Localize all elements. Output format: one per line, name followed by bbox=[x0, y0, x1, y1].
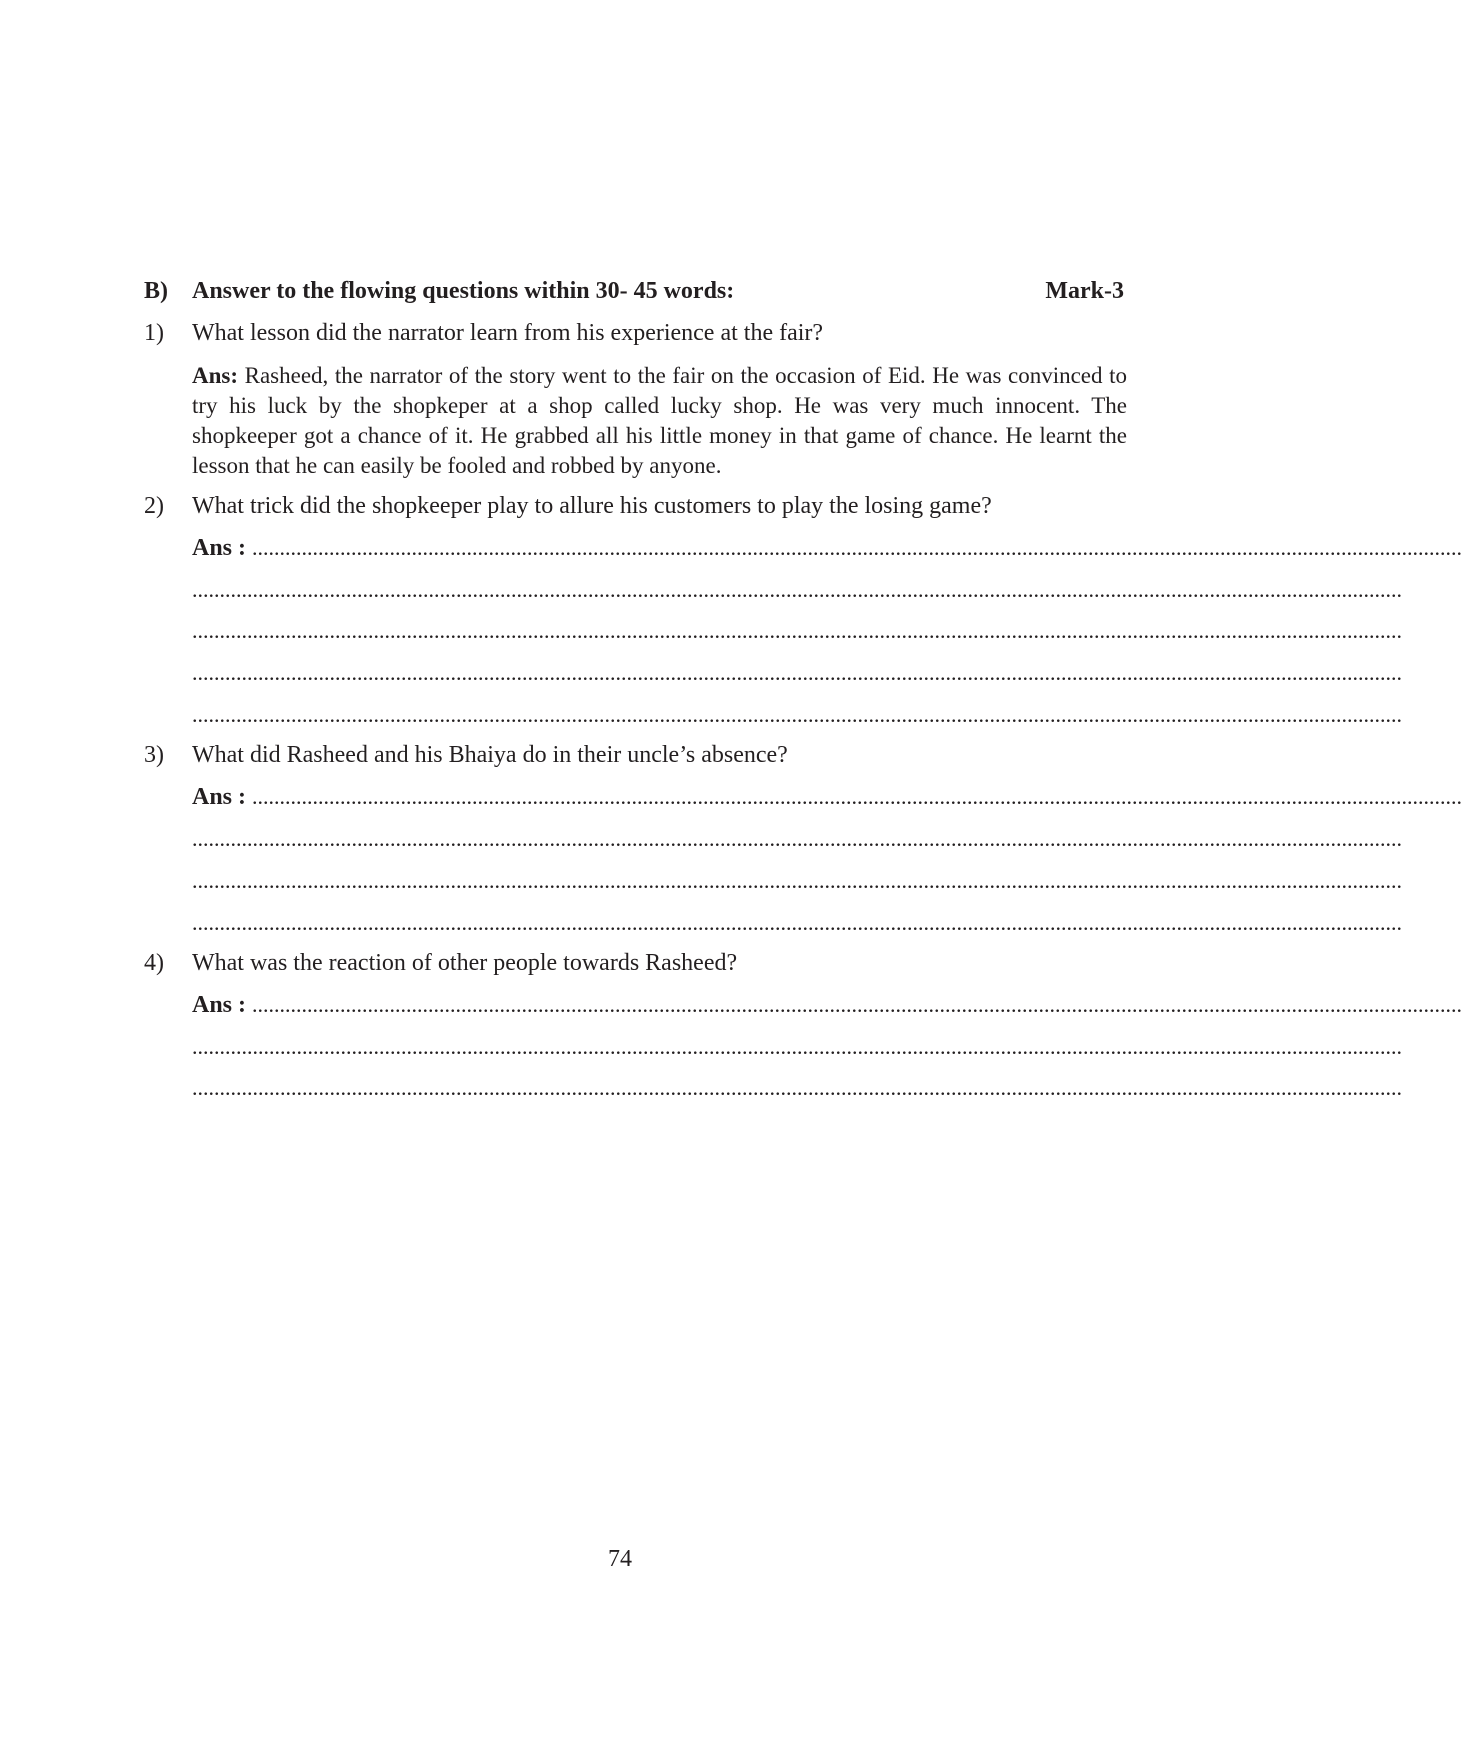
section-title: Answer to the flowing questions within 30- 45 words: bbox=[192, 278, 735, 304]
answer-line[interactable]: Ans : ............................................................................................................................................................................................................................ bbox=[192, 535, 1462, 561]
page-number: 74 bbox=[608, 1546, 632, 1572]
question-4 bbox=[144, 948, 1124, 978]
question-3 bbox=[144, 740, 1124, 770]
answer-label: Ans: bbox=[192, 363, 239, 388]
answer-line[interactable]: Ans : ............................................................................................................................................................................................................................ bbox=[192, 784, 1462, 810]
question-text: What lesson did the narrator learn from his experience at the fair? bbox=[192, 320, 824, 346]
answer-label: Ans : bbox=[192, 784, 247, 810]
question-text: What did Rasheed and his Bhaiya do in their uncle’s absence? bbox=[192, 742, 788, 768]
answer-line[interactable]: ............................................................................................................................................................................................................................ bbox=[192, 1034, 1402, 1059]
question-number: 2) bbox=[144, 493, 164, 519]
section-letter: B) bbox=[144, 278, 168, 304]
question-1 bbox=[144, 318, 1124, 348]
section-heading bbox=[144, 278, 1124, 310]
answer-line[interactable]: ............................................................................................................................................................................................................................ bbox=[192, 1075, 1402, 1100]
answer-line[interactable]: ............................................................................................................................................................................................................................ bbox=[192, 702, 1402, 727]
answer-line[interactable]: ............................................................................................................................................................................................................................ bbox=[192, 868, 1402, 893]
question-number: 1) bbox=[144, 320, 164, 346]
question-text: What was the reaction of other people towards Rasheed? bbox=[192, 950, 738, 976]
answer-line[interactable]: ............................................................................................................................................................................................................................ bbox=[192, 660, 1402, 685]
answer-label: Ans : bbox=[192, 535, 247, 561]
answer-line[interactable]: ............................................................................................................................................................................................................................ bbox=[192, 910, 1402, 935]
question-number: 3) bbox=[144, 742, 164, 768]
answer-label: Ans : bbox=[192, 992, 247, 1018]
answer-line[interactable]: ............................................................................................................................................................................................................................ bbox=[192, 577, 1402, 602]
question-text: What trick did the shopkeeper play to allure his customers to play the losing game? bbox=[192, 493, 992, 519]
section-marks: Mark-3 bbox=[1045, 278, 1124, 304]
answer-1 bbox=[192, 361, 1127, 481]
answer-line[interactable]: ............................................................................................................................................................................................................................ bbox=[192, 826, 1402, 851]
question-2 bbox=[144, 491, 1124, 521]
answer-text: Rasheed, the narrator of the story went to the fair on the occasion of Eid. He was convinced to try his luck by the shopkeper at a shop called lucky shop. He was very much innocent. The shopkeeper got a chance of it. He grabbed all his little money in that game of chance. He learnt the lesson that he can easily be fooled and robbed by anyone. bbox=[192, 363, 1127, 478]
answer-line[interactable]: ............................................................................................................................................................................................................................ bbox=[192, 618, 1402, 643]
question-number: 4) bbox=[144, 950, 164, 976]
answer-line[interactable]: Ans : ............................................................................................................................................................................................................................ bbox=[192, 992, 1462, 1018]
